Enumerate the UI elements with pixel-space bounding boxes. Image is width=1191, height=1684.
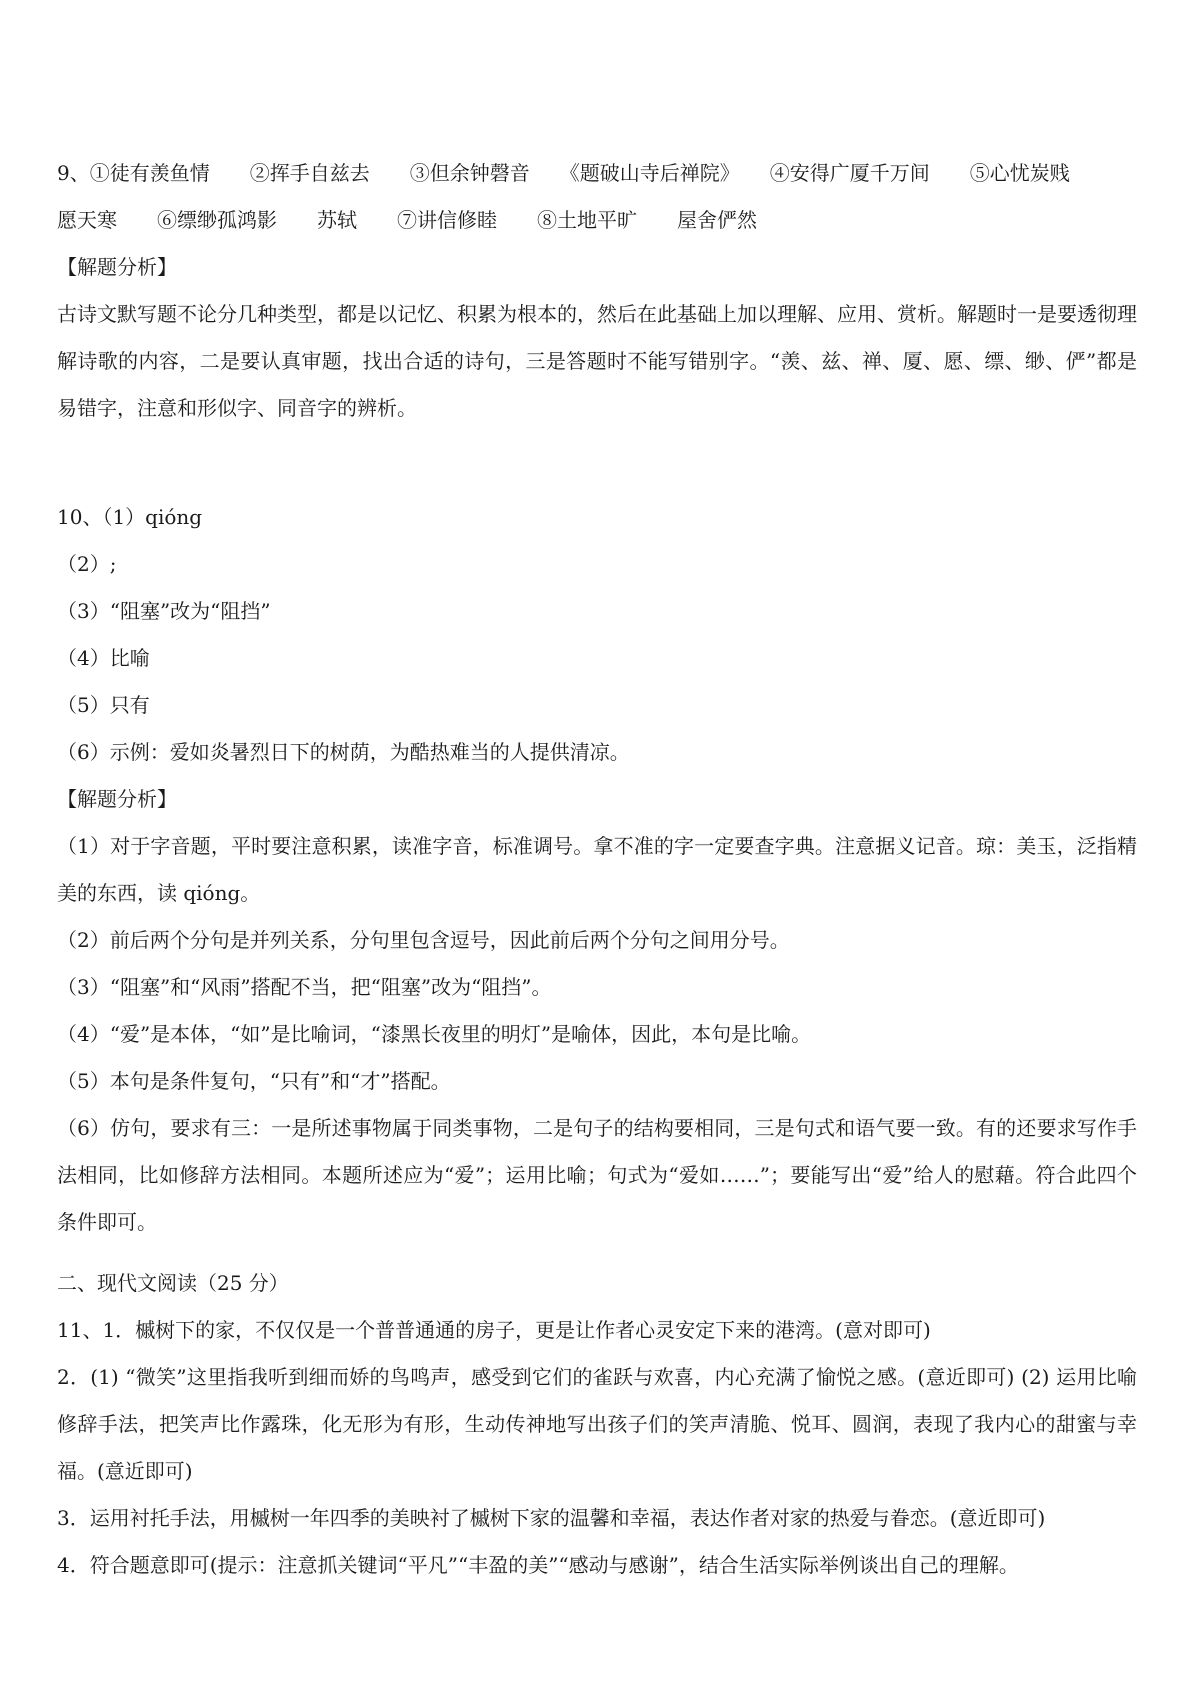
q11-answer-2: 2．(1) “微笑”这里指我听到细而娇的鸟鸣声，感受到它们的雀跃与欢喜，内心充满了愉悦之感。(意近即可) (2) 运用比喻修辞手法，把笑声比作露珠，化无形为有形，生动传神地写出孩子们的笑声清脆、悦耳、圆润，表现了我内心的甜蜜与幸福。(意近即可) — [57, 1365, 1137, 1483]
q9-analysis-text: 古诗文默写题不论分几种类型，都是以记忆、积累为根本的，然后在此基础上加以理解、应用、赏析。解题时一是要透彻理解诗歌的内容，二是要认真审题，找出合适的诗句，三是答题时不能写错别字。“羡、兹、禅、厦、愿、缥、缈、俨”都是易错字，注意和形似字、同音字的辨析。 — [57, 302, 1137, 420]
q10-answer-2: （2）; — [57, 552, 117, 576]
q11-answer-1: 11、1．槭树下的家，不仅仅是一个普普通通的房子，更是让作者心灵安定下来的港湾。(意对即可) — [57, 1318, 931, 1342]
q9-analysis-heading: 【解题分析】 — [57, 255, 177, 279]
section-title: 二、现代文阅读（25 分） — [57, 1271, 289, 1295]
q10-explanation-6: （6）仿句，要求有三：一是所述事物属于同类事物，二是句子的结构要相同，三是句式和语气要一致。有的还要求写作手法相同，比如修辞方法相同。本题所述应为“爱”；运用比喻；句式为“爱如……”；要能写出“爱”给人的慰藉。符合此四个条件即可。 — [57, 1116, 1137, 1234]
q10-answer-5: （5）只有 — [57, 693, 150, 717]
q11-answer-4: 4．符合题意即可(提示：注意抓关键词“平凡”“丰盈的美”“感动与感谢”，结合生活实际举例谈出自己的理解。 — [57, 1553, 1019, 1577]
q10-explanation-3: （3）“阻塞”和“风雨”搭配不当，把“阻塞”改为“阻挡”。 — [57, 975, 552, 999]
q10-explanation-2: （2）前后两个分句是并列关系，分句里包含逗号，因此前后两个分句之间用分号。 — [57, 928, 790, 952]
q10-explanation-1: （1）对于字音题，平时要注意积累，读准字音，标准调号。拿不准的字一定要查字典。注意据义记音。琼：美玉，泛指精美的东西，读 qióng。 — [57, 834, 1137, 905]
q10-explanation-4: （4）“爱”是本体，“如”是比喻词，“漆黑长夜里的明灯”是喻体，因此，本句是比喻。 — [57, 1022, 812, 1046]
q9-answer-line: 9、①徒有羡鱼情 ②挥手自兹去 ③但余钟磬音 《题破山寺后禅院》 ④安得广厦千万间 ⑤心忧炭贱 — [57, 161, 1070, 185]
q10-analysis-heading: 【解题分析】 — [57, 787, 177, 811]
answer-page — [57, 150, 1137, 1589]
q10-answer-3: （3）“阻塞”改为“阻挡” — [57, 599, 271, 623]
q11-answer-3: 3．运用衬托手法，用槭树一年四季的美映衬了槭树下家的温馨和幸福，表达作者对家的热爱与眷恋。(意近即可) — [57, 1506, 1046, 1530]
q9-answer-line-2: 愿天寒 ⑥缥缈孤鸿影 苏轼 ⑦讲信修睦 ⑧土地平旷 屋舍俨然 — [57, 208, 757, 232]
q10-answer-6: （6）示例：爱如炎暑烈日下的树荫，为酷热难当的人提供清凉。 — [57, 740, 630, 764]
q10-explanation-5: （5）本句是条件复句，“只有”和“才”搭配。 — [57, 1069, 451, 1093]
q10-answer-1: 10、（1）qióng — [57, 505, 203, 529]
q10-answer-4: （4）比喻 — [57, 646, 150, 670]
